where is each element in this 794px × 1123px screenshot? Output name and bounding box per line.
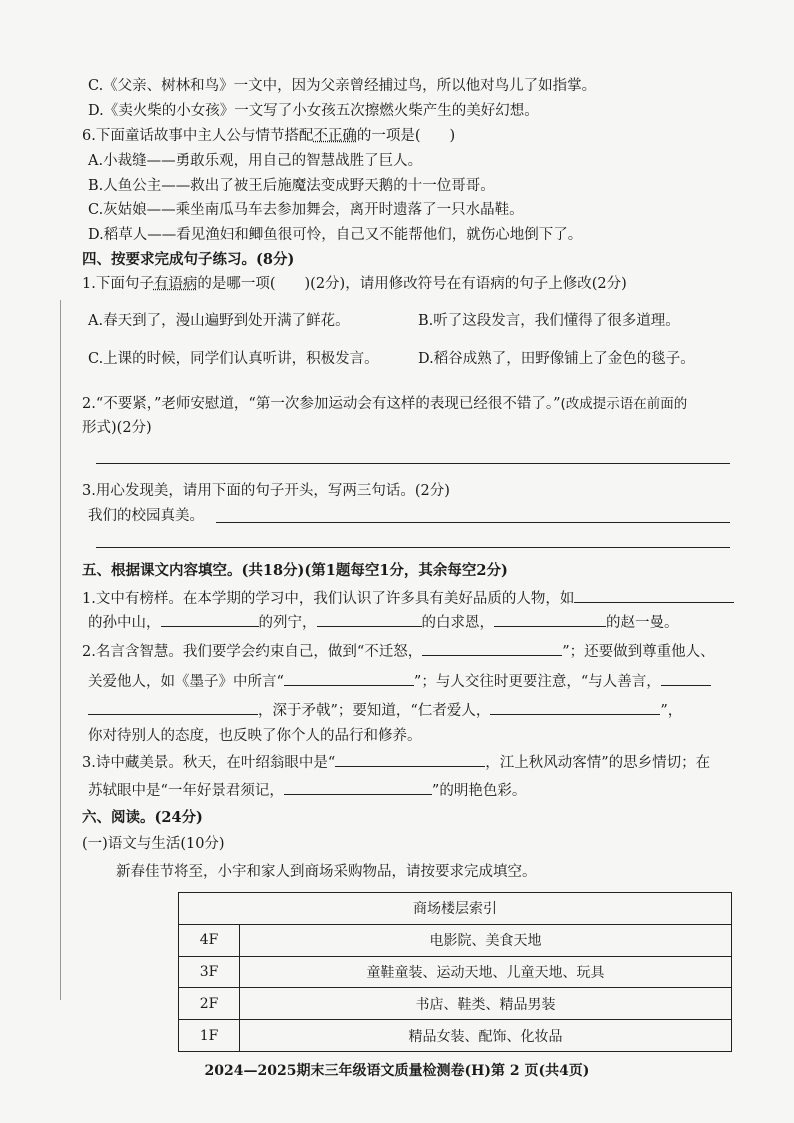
- s5-q1-blank-4[interactable]: [494, 612, 606, 627]
- table-row: [179, 924, 732, 956]
- s5-q2-blank-3[interactable]: [661, 671, 711, 686]
- s5-q1-line2: 的孙中山， 的列宁， 的白求恩， 的赵一曼。: [88, 612, 679, 633]
- table-row: [179, 1020, 732, 1052]
- s4-q2-answer-line[interactable]: [96, 463, 730, 464]
- s4-q3-answer-line-1[interactable]: [216, 522, 730, 523]
- q6-option-b: B.人鱼公主——救出了被王后施魔法变成野天鹅的十一位哥哥。: [88, 178, 495, 194]
- floor-items: 电影院、美食天地: [240, 924, 732, 956]
- s4-q1-stem: 1.下面句子有语病的是哪一项( )(2分)，请用修改符号在有语病的句子上修改(2分): [82, 276, 627, 292]
- section-6-title: 六、阅读。(24分): [82, 809, 203, 826]
- section-4-title: 四、按要求完成句子练习。(8分): [82, 251, 295, 268]
- mall-floor-index-table: [178, 892, 732, 1052]
- q5-option-c: C.《父亲、树林和鸟》一文中，因为父亲曾经捕过鸟，所以他对鸟儿了如指掌。: [88, 78, 597, 94]
- s4-q1-option-a: A.春天到了，漫山遍野到处开满了鲜花。: [88, 313, 350, 329]
- s5-q1-line1: 1.文中有榜样。在本学期的学习中，我们认识了许多具有美好品质的人物，如: [82, 588, 734, 609]
- q5-option-d: D.《卖火柴的小女孩》一文写了小女孩五次擦燃火柴产生的美好幻想。: [88, 103, 539, 119]
- s5-q2-blank-4[interactable]: [88, 700, 258, 715]
- q6-stem: 6.下面童话故事中主人公与情节搭配不正确的一项是( ): [82, 128, 456, 144]
- floor-label: 4F: [179, 924, 240, 956]
- floor-label: 1F: [179, 1020, 240, 1052]
- s5-q1-blank-1[interactable]: [574, 588, 734, 603]
- s5-q2-line1: 2.名言含智慧。我们要学会约束自己，做到“不迁怒， ”；还要做到尊重他人、: [82, 641, 715, 662]
- s4-q1-emphasis: 有语病: [153, 276, 198, 292]
- s5-q2-blank-5[interactable]: [490, 700, 660, 715]
- s6-intro: 新春佳节将至，小宇和家人到商场采购物品，请按要求完成填空。: [116, 864, 537, 880]
- s5-q2-line2: 关爱他人，如《墨子》中所言“ ”；与人交往时更要注意，“与人善言，: [88, 671, 711, 692]
- q6-emphasis: 不正确: [313, 128, 357, 144]
- binding-margin-line: [60, 300, 61, 1000]
- s4-q2-note: (改成提示语在前面的: [560, 396, 688, 412]
- s5-q1-blank-2[interactable]: [161, 612, 259, 627]
- s5-q3-blank-1[interactable]: [335, 752, 485, 767]
- s4-q1-option-d: D.稻谷成熟了，田野像铺上了金色的毯子。: [418, 351, 695, 367]
- s4-q3-sentence-start: 我们的校园真美。: [88, 508, 204, 524]
- q6-option-d: D.稻草人——看见渔妇和鲫鱼很可怜，自己又不能帮他们，就伤心地倒下了。: [88, 227, 583, 243]
- s5-q3-line2: 苏轼眼中是“一年好景君须记， ”的明艳色彩。: [88, 780, 526, 801]
- floor-label: 2F: [179, 988, 240, 1020]
- s4-q1-option-b: B.听了这段发言，我们懂得了很多道理。: [418, 313, 680, 329]
- s4-q3-answer-line-2[interactable]: [96, 547, 730, 548]
- page-footer: 2024—2025期末三年级语文质量检测卷(H)第 2 页(共4页): [204, 1063, 590, 1079]
- s5-q2-line3: ，深于矛戟”；要知道，“仁者爱人， ”，: [88, 700, 682, 721]
- floor-items: 童鞋童装、运动天地、儿童天地、玩具: [240, 956, 732, 988]
- table-row: [179, 956, 732, 988]
- q6-option-c: C.灰姑娘——乘坐南瓜马车去参加舞会，离开时遗落了一只水晶鞋。: [88, 202, 524, 218]
- s4-q1-option-c: C.上课的时候，同学们认真听讲，积极发言。: [88, 351, 379, 367]
- s6-subsection-title: (一)语文与生活(10分): [82, 836, 225, 852]
- s5-q1-blank-3[interactable]: [317, 612, 422, 627]
- s5-q3-blank-2[interactable]: [284, 780, 432, 795]
- table-header: 商场楼层索引: [179, 893, 732, 925]
- table-header-row: [179, 893, 732, 925]
- s4-q2-line1: 2.“不要紧，”老师安慰道，“第一次参加运动会有这样的表现已经很不错了。”(改成提示语在前面的: [82, 396, 688, 412]
- s4-q3-stem: 3.用心发现美，请用下面的句子开头，写两三句话。(2分): [82, 483, 450, 499]
- s5-q3-line1: 3.诗中藏美景。秋天，在叶绍翁眼中是“ ，江上秋风动客情”的思乡情切；在: [82, 752, 710, 773]
- s4-q2-line2: 形式)(2分): [82, 420, 152, 436]
- s5-q2-blank-1[interactable]: [422, 641, 562, 656]
- s5-q2-line4: 你对待别人的态度，也反映了你个人的品行和修养。: [88, 728, 422, 744]
- floor-items: 书店、鞋类、精品男装: [240, 988, 732, 1020]
- s5-q2-blank-2[interactable]: [284, 671, 414, 686]
- table-row: [179, 988, 732, 1020]
- q6-option-a: A.小裁缝——勇敢乐观，用自己的智慧战胜了巨人。: [88, 153, 423, 169]
- floor-label: 3F: [179, 956, 240, 988]
- section-5-title: 五、根据课文内容填空。(共18分)(第1题每空1分，其余每空2分): [82, 562, 508, 579]
- floor-items: 精品女装、配饰、化妆品: [240, 1020, 732, 1052]
